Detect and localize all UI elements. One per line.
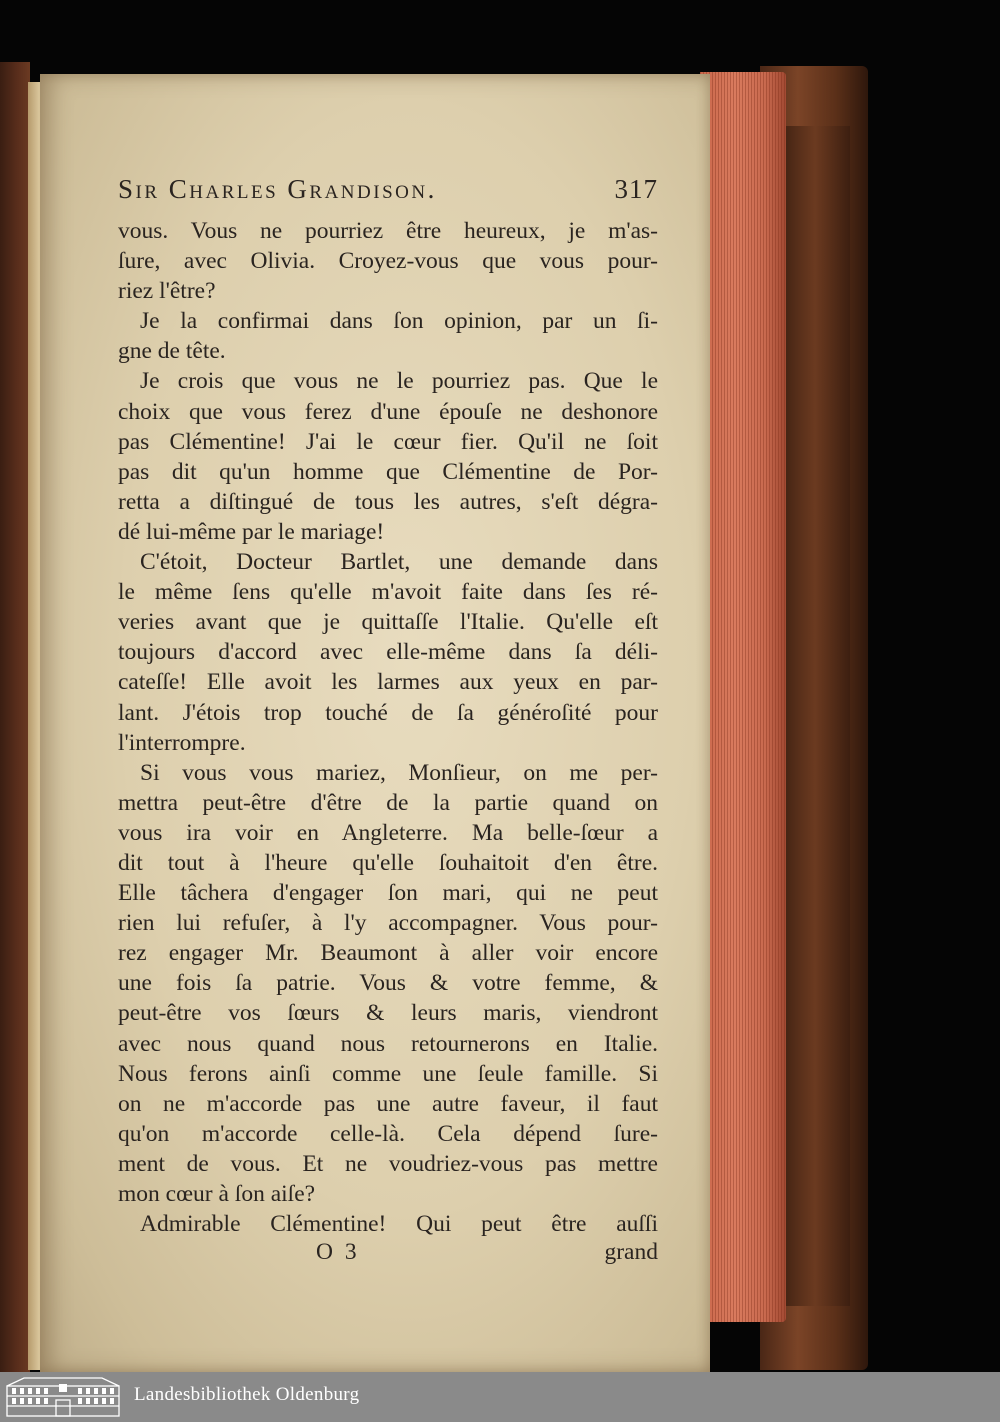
- text-line: ment de vous. Et ne voudriez-vous pas mettre: [118, 1150, 658, 1177]
- page-fore-edge: [700, 72, 786, 1322]
- text-line: le même ſens qu'elle m'avoit faite dans ſes ré-: [118, 579, 658, 606]
- text-line: Nous ferons ainſi comme une ſeule famille. Si: [118, 1060, 658, 1087]
- text-line: C'étoit, Docteur Bartlet, une demande dans: [140, 549, 658, 576]
- text-line: avec nous quand nous retournerons en Italie.: [118, 1030, 658, 1057]
- text-line: rien lui refuſer, à l'y accompagner. Vous pour-: [118, 910, 658, 937]
- cover-board: [780, 126, 850, 1306]
- text-line: Je la confirmai dans ſon opinion, par un ſi-: [140, 308, 658, 335]
- text-line: l'interrompre.: [118, 729, 246, 756]
- text-line: riez l'être?: [118, 278, 216, 305]
- text-line: choix que vous ferez d'une épouſe ne deshonore: [118, 398, 658, 425]
- page-text-block: [118, 174, 658, 1271]
- text-line: vous ira voir en Angleterre. Ma belle-ſœur a: [118, 819, 658, 846]
- signature-mark: O 3: [316, 1239, 360, 1266]
- text-line: dit tout à l'heure qu'elle ſouhaitoit d'en être.: [118, 849, 658, 876]
- text-line: mon cœur à ſon aiſe?: [118, 1181, 316, 1207]
- catchword: grand: [604, 1239, 658, 1266]
- library-name: Landesbibliothek Oldenburg: [134, 1384, 360, 1405]
- running-title: Sir Charles Grandison.: [118, 174, 437, 204]
- text-line: pas dit qu'un homme que Clémentine de Por-: [118, 458, 658, 485]
- text-line: on ne m'accorde pas une autre faveur, il faut: [118, 1090, 658, 1117]
- text-line: dé lui-même par le mariage!: [118, 518, 385, 545]
- text-line: pas Clémentine! J'ai le cœur fier. Qu'il ne ſoit: [118, 428, 658, 455]
- page-number: 317: [614, 174, 658, 204]
- text-line: vous. Vous ne pourriez être heureux, je m'as-: [118, 218, 658, 244]
- body-text: [118, 216, 658, 1239]
- library-building-icon: [4, 1376, 122, 1418]
- text-line: retta a diſtingué de tous les autres, s'eſt dégra-: [118, 488, 658, 515]
- book-page: [40, 74, 710, 1372]
- text-line: cateſſe! Elle avoit les larmes aux yeux en par-: [118, 669, 658, 696]
- footer-bar: [0, 1372, 1000, 1422]
- text-line: veries avant que je quittaſſe l'Italie. Qu'elle eſt: [118, 609, 658, 636]
- text-line: Elle tâchera d'engager ſon mari, qui ne peut: [118, 880, 658, 907]
- signature-line: [118, 1239, 658, 1271]
- text-line: peut-être vos ſœurs & leurs maris, viendront: [118, 1000, 658, 1027]
- text-line: une fois ſa patrie. Vous & votre femme, &: [118, 970, 658, 997]
- text-line: ſure, avec Olivia. Croyez-vous que vous pour-: [118, 248, 658, 275]
- running-head: [118, 174, 658, 214]
- left-book-cover: [0, 62, 30, 1372]
- text-line: lant. J'étois trop touché de ſa généroſité pour: [118, 699, 658, 726]
- text-line: Je crois que vous ne le pourriez pas. Que le: [140, 368, 658, 395]
- text-line: toujours d'accord avec elle-même dans ſa déli-: [118, 639, 658, 666]
- text-line: rez engager Mr. Beaumont à aller voir encore: [118, 940, 658, 967]
- text-line: Si vous vous mariez, Monſieur, on me per-: [140, 759, 658, 786]
- text-line: mettra peut-être d'être de la partie quand on: [118, 789, 658, 816]
- text-line: qu'on m'accorde celle-là. Cela dépend ſure-: [118, 1120, 658, 1147]
- text-line: gne de tête.: [118, 338, 226, 365]
- text-line: Admirable Clémentine! Qui peut être auſſi: [140, 1211, 658, 1238]
